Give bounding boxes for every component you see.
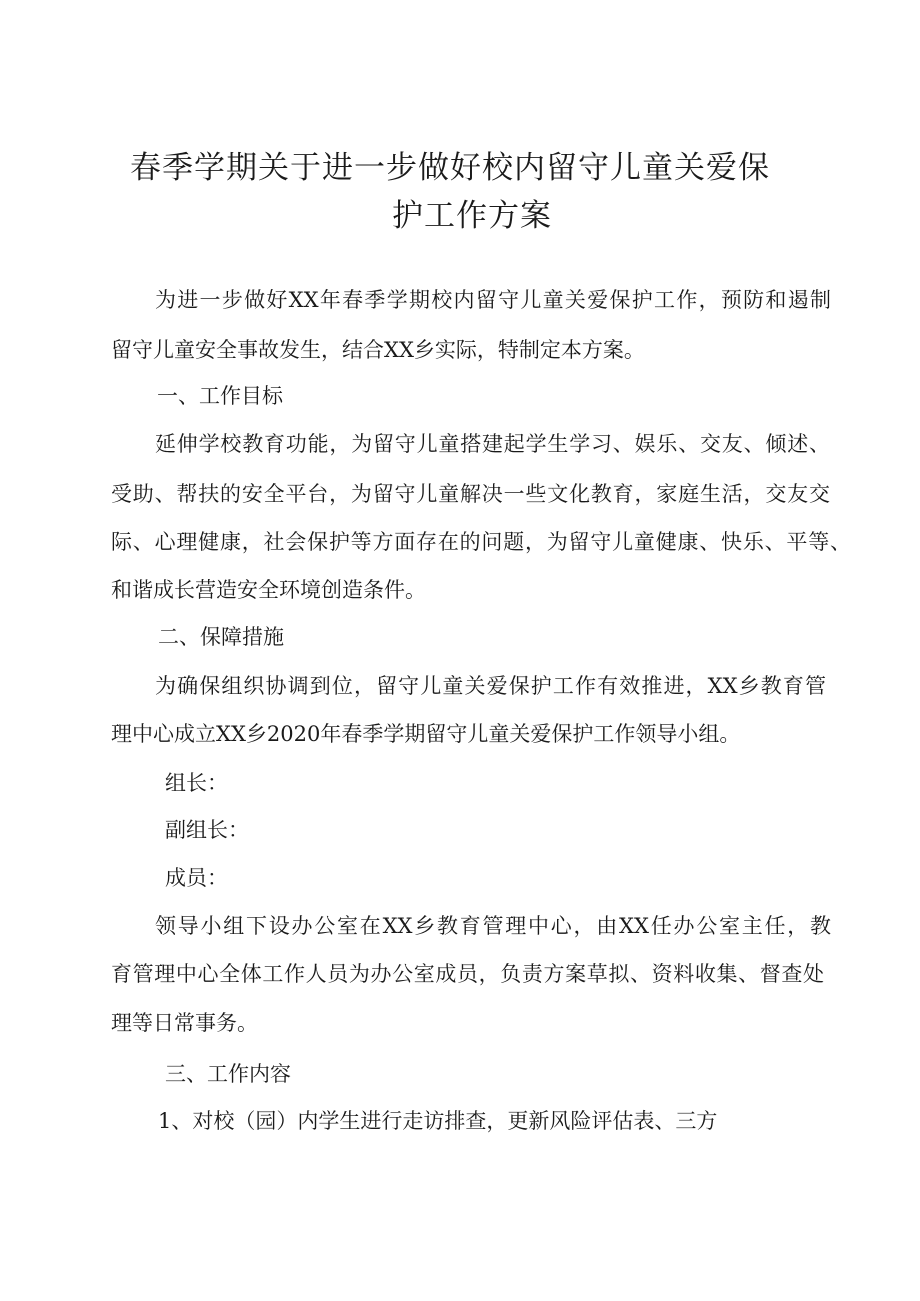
section-2-line-1: 为确保组织协调到位，留守儿童关爱保护工作有效推进，XX乡教育管 [155, 674, 826, 698]
document-title-line-2: 护工作方案 [392, 198, 552, 234]
section-1-line-4: 和谐成长营造安全环境创造条件。 [111, 578, 426, 602]
office-line-1: 领导小组下设办公室在XX乡教育管理中心，由XX任办公室主任，教 [155, 914, 831, 938]
intro-paragraph-line-2: 留守儿童安全事故发生，结合XX乡实际，特制定本方案。 [111, 338, 645, 362]
section-3-heading: 三、工作内容 [165, 1062, 291, 1086]
office-line-3: 理等日常事务。 [111, 1011, 258, 1035]
group-leader-label: 组长： [165, 771, 228, 795]
section-1-line-1: 延伸学校教育功能，为留守儿童搭建起学生学习、娱乐、交友、倾述、 [155, 432, 830, 456]
deputy-leader-label: 副组长： [165, 818, 249, 842]
section-2-line-2: 理中心成立XX乡2020年春季学期留守儿童关爱保护工作领导小组。 [111, 722, 741, 746]
intro-paragraph-line-1: 为进一步做好XX年春季学期校内留守儿童关爱保护工作，预防和遏制 [155, 288, 831, 312]
section-2-heading: 二、保障措施 [158, 625, 284, 649]
members-label: 成员： [165, 866, 228, 890]
section-1-heading: 一、工作目标 [157, 384, 283, 408]
section-1-line-3: 际、心理健康，社会保护等方面存在的问题，为留守儿童健康、快乐、平等、 [111, 530, 851, 554]
section-1-line-2: 受助、帮扶的安全平台，为留守儿童解决一些文化教育，家庭生活，交友交 [111, 482, 830, 506]
section-3-item-1: 1、对校（园）内学生进行走访排查，更新风险评估表、三方 [158, 1109, 718, 1133]
office-line-2: 育管理中心全体工作人员为办公室成员，负责方案草拟、资料收集、督查处 [111, 962, 824, 986]
document-title-line-1: 春季学期关于进一步做好校内留守儿童关爱保 [130, 150, 770, 186]
